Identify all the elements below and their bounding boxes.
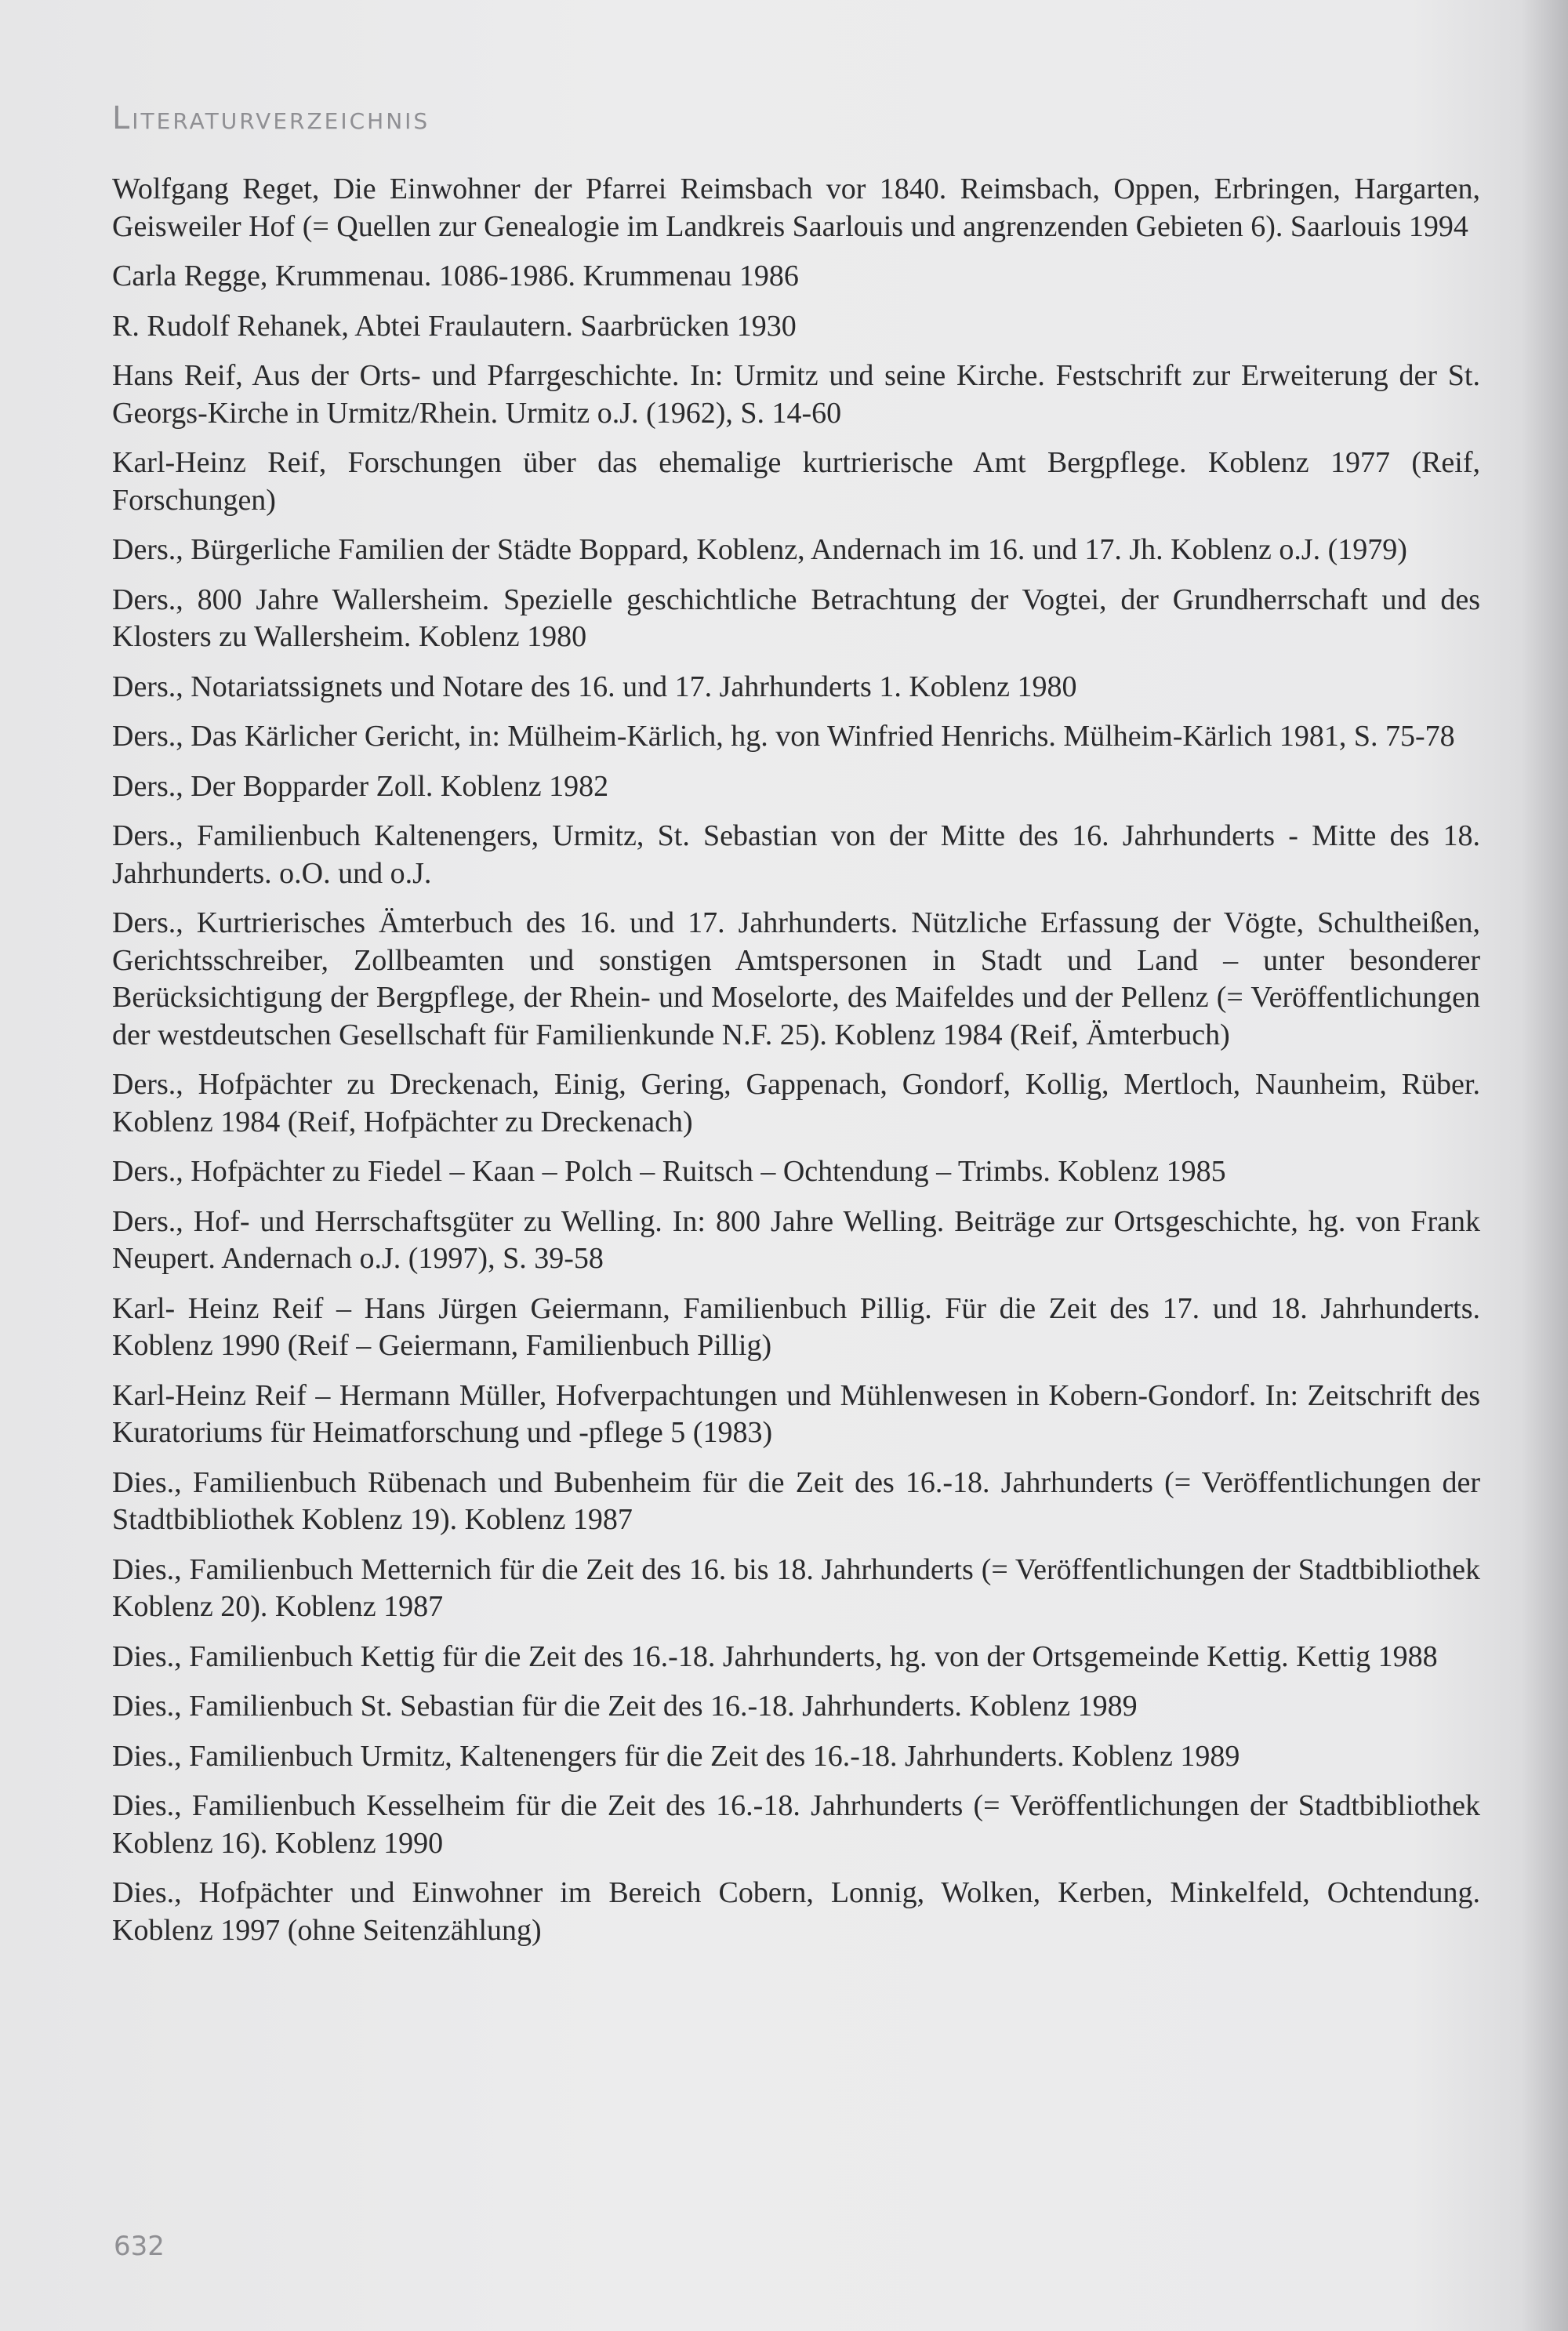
bibliography-entry: Ders., Bürgerliche Familien der Städte Boppard, Koblenz, Andernach im 16. und 17. Jh. Koblenz o.J. (1979) xyxy=(112,533,1407,566)
bibliography-entry: Hans Reif, Aus der Orts- und Pfarrgeschichte. In: Urmitz und seine Kirche. Festschrift zur Erweiterung der St. Georgs-Kirche in Urmitz/Rhein. Urmitz o.J. (1962), S. 14-60 xyxy=(112,359,1480,430)
bibliography-entry: Ders., Hof- und Herrschaftsgüter zu Welling. In: 800 Jahre Welling. Beiträge zur Ortsgeschichte, hg. von Frank Neupert. Andernach o.J. (1997), S. 39-58 xyxy=(112,1204,1480,1275)
bibliography-entry: Ders., 800 Jahre Wallersheim. Spezielle geschichtliche Betrachtung der Vogtei, der Grundherrschaft und des Klosters zu Wallersheim. Koblenz 1980 xyxy=(112,583,1480,653)
bibliography-entry: Dies., Familienbuch Kettig für die Zeit des 16.-18. Jahrhunderts, hg. von der Ortsgemeinde Kettig. Kettig 1988 xyxy=(112,1639,1438,1673)
bibliography-entry: Ders., Der Bopparder Zoll. Koblenz 1982 xyxy=(112,769,609,803)
bibliography-entry: Karl-Heinz Reif, Forschungen über das ehemalige kurtrierische Amt Bergpflege. Koblenz 1977 (Reif, Forschungen) xyxy=(112,446,1480,517)
bibliography-entry: Dies., Familienbuch St. Sebastian für die Zeit des 16.-18. Jahrhunderts. Koblenz 1989 xyxy=(112,1690,1138,1723)
bibliography-entry: Wolfgang Reget, Die Einwohner der Pfarrei Reimsbach vor 1840. Reimsbach, Oppen, Erbringen, Hargarten, Geisweiler Hof (= Quellen zur Genealogie im Landkreis Saarlouis und angrenzenden Gebieten 6). Saarlouis 1994 xyxy=(112,172,1480,243)
bibliography-entry: Ders., Das Kärlicher Gericht, in: Mülheim-Kärlich, hg. von Winfried Henrichs. Mülheim-Kärlich 1981, S. 75-78 xyxy=(112,720,1455,753)
page-number: 632 xyxy=(114,2231,165,2262)
bibliography-entry: Ders., Notariatssignets und Notare des 16. und 17. Jahrhunderts 1. Koblenz 1980 xyxy=(112,670,1077,703)
bibliography-entry: R. Rudolf Rehanek, Abtei Fraulautern. Saarbrücken 1930 xyxy=(112,309,797,343)
bibliography-entry: Carla Regge, Krummenau. 1086-1986. Krummenau 1986 xyxy=(112,260,799,292)
bibliography-entry: Karl- Heinz Reif – Hans Jürgen Geiermann, Familienbuch Pillig. Für die Zeit des 17. und 18. Jahrhunderts. Koblenz 1990 (Reif – Geiermann, Familienbuch Pillig) xyxy=(112,1291,1480,1362)
bibliography-entry: Dies., Familienbuch Kesselheim für die Zeit des 16.-18. Jahrhunderts (= Veröffentlichungen der Stadtbibliothek Koblenz 16). Koblenz 1990 xyxy=(112,1789,1480,1860)
bibliography-entry: Ders., Hofpächter zu Fiedel – Kaan – Polch – Ruitsch – Ochtendung – Trimbs. Koblenz 1985 xyxy=(112,1155,1226,1188)
page-header: Literaturverzeichnis xyxy=(112,100,430,136)
bibliography-entry: Karl-Heinz Reif – Hermann Müller, Hofverpachtungen und Mühlenwesen in Kobern-Gondorf. In: Zeitschrift des Kuratoriums für Heimatforschung und -pflege 5 (1983) xyxy=(112,1378,1480,1449)
bibliography-entry: Dies., Hofpächter und Einwohner im Bereich Cobern, Lonnig, Wolken, Kerben, Minkelfeld, Ochtendung. Koblenz 1997 (ohne Seitenzählung) xyxy=(112,1876,1480,1947)
bibliography-entry: Ders., Familienbuch Kaltenengers, Urmitz, St. Sebastian von der Mitte des 16. Jahrhunderts - Mitte des 18. Jahrhunderts. o.O. und o.J. xyxy=(112,819,1480,890)
bibliography-entry: Dies., Familienbuch Rübenach und Bubenheim für die Zeit des 16.-18. Jahrhunderts (= Veröffentlichungen der Stadtbibliothek Koblenz 19). Koblenz 1987 xyxy=(112,1465,1480,1536)
bibliography-entry: Ders., Kurtrierisches Ämterbuch des 16. und 17. Jahrhunderts. Nützliche Erfassung der Vögte, Schultheißen, Gerichtsschreiber, Zollbeamten und sonstigen Amtspersonen in Stadt und Land – unter besonderer Berücksichtigung der Bergpflege, der Rhein- und Moselorte, des Maifeldes und der Pellenz (= Veröffentlichungen der westdeutschen Gesellschaft für Familienkunde N.F. 25). Koblenz 1984 (Reif, Ämterbuch) xyxy=(112,906,1480,1051)
bibliography-entry: Ders., Hofpächter zu Dreckenach, Einig, Gering, Gappenach, Gondorf, Kollig, Mertloch, Naunheim, Rüber. Koblenz 1984 (Reif, Hofpächter zu Dreckenach) xyxy=(112,1068,1480,1138)
bibliography-entry: Dies., Familienbuch Metternich für die Zeit des 16. bis 18. Jahrhunderts (= Veröffentlichungen der Stadtbibliothek Koblenz 20). Koblenz 1987 xyxy=(112,1552,1480,1623)
bibliography-entry: Dies., Familienbuch Urmitz, Kaltenengers für die Zeit des 16.-18. Jahrhunderts. Koblenz 1989 xyxy=(112,1739,1240,1773)
bibliography-list xyxy=(112,171,1480,1962)
